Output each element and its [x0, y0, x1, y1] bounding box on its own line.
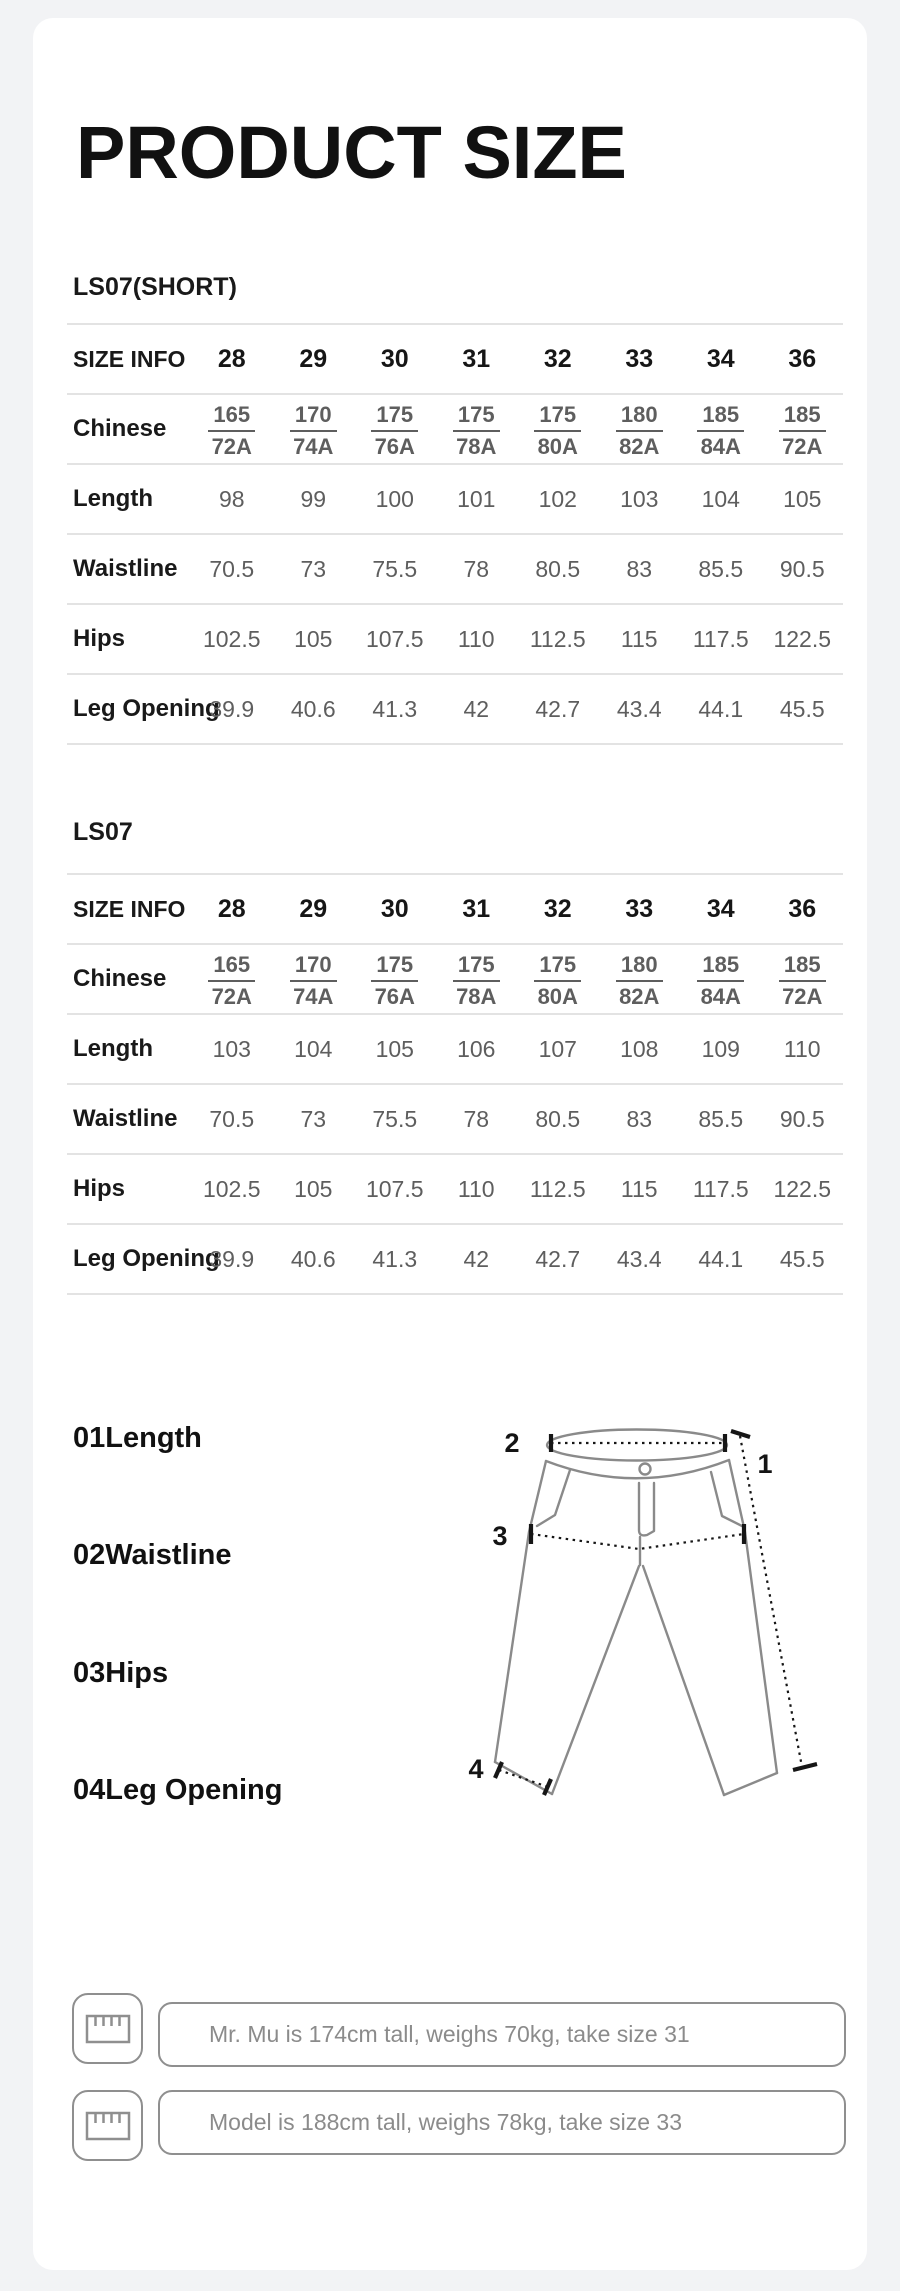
fraction-denominator: 78A [456, 983, 497, 1009]
table-cell [680, 951, 762, 1008]
fraction-denominator: 74A [293, 983, 334, 1009]
table-cell: 103 [212, 1035, 251, 1062]
legend-item-length: 01Length [73, 1422, 202, 1454]
table-cell: 90.5 [779, 555, 825, 582]
fraction-value [371, 401, 418, 459]
table-cell: 104 [701, 485, 740, 512]
size-column-header: 29 [299, 344, 328, 373]
table-row [67, 1153, 843, 1223]
fraction-numerator: 185 [779, 954, 826, 982]
size-column-header: 32 [543, 344, 572, 373]
table-cell: 73 [300, 1105, 327, 1132]
fraction-numerator: 175 [371, 954, 418, 982]
row-label: Length [73, 1035, 153, 1062]
row-label: Waistline [73, 1105, 178, 1132]
size-column-header: 34 [706, 894, 735, 923]
fraction-value [697, 951, 744, 1009]
table-cell: 44.1 [698, 1245, 744, 1272]
table-cell: 80.5 [535, 1105, 581, 1132]
table-cell: 102.5 [202, 1175, 261, 1202]
table-cell: 43.4 [616, 1245, 662, 1272]
fraction-numerator: 175 [453, 954, 500, 982]
marker-label-leg-opening: 4 [468, 1754, 484, 1784]
table-row [67, 1083, 843, 1153]
legend-item-hips: 03Hips [73, 1657, 169, 1689]
size-info-label: SIZE INFO [73, 345, 186, 372]
table-cell: 80.5 [535, 555, 581, 582]
table-cell: 90.5 [779, 1105, 825, 1132]
table-cell: 45.5 [779, 695, 825, 722]
table-cell: 100 [375, 485, 414, 512]
fraction-numerator: 170 [290, 404, 337, 432]
table-cell: 41.3 [372, 1245, 418, 1272]
fraction-value [208, 401, 255, 459]
table-cell: 101 [457, 485, 496, 512]
product-size-card [33, 18, 867, 2270]
row-label: Leg Opening [73, 695, 220, 722]
table-heading-ls07-short: LS07(SHORT) [73, 273, 237, 301]
fraction-denominator: 72A [782, 983, 823, 1009]
fraction-value [697, 401, 744, 459]
fraction-value [779, 401, 826, 459]
table-cell: 83 [626, 1105, 653, 1132]
table-cell: 105 [783, 485, 822, 512]
table-cell: 42.7 [535, 695, 581, 722]
fraction-numerator: 170 [290, 954, 337, 982]
fraction-numerator: 165 [208, 954, 255, 982]
size-column-header: 33 [625, 894, 654, 923]
size-column-header: 34 [706, 344, 735, 373]
table-row [67, 1013, 843, 1083]
fraction-denominator: 82A [619, 433, 660, 459]
table-cell: 102.5 [202, 625, 261, 652]
table-cell: 85.5 [698, 555, 744, 582]
size-column-header: 33 [625, 344, 654, 373]
table-cell: 105 [294, 625, 333, 652]
fraction-value [453, 951, 500, 1009]
fraction-numerator: 180 [616, 404, 663, 432]
size-table-ls07-short [67, 323, 843, 745]
table-row [67, 533, 843, 603]
table-cell: 75.5 [372, 1105, 418, 1132]
table-cell [762, 401, 844, 458]
fraction-numerator: 185 [697, 954, 744, 982]
fraction-denominator: 72A [211, 983, 252, 1009]
table-cell: 117.5 [692, 1175, 749, 1202]
table-cell: 112.5 [529, 625, 586, 652]
fraction-denominator: 76A [374, 983, 415, 1009]
table-row [67, 393, 843, 463]
table-cell: 45.5 [779, 1245, 825, 1272]
table-cell: 99 [300, 485, 327, 512]
fraction-value [534, 951, 581, 1009]
fraction-denominator: 74A [293, 433, 334, 459]
fraction-denominator: 84A [700, 433, 741, 459]
fraction-numerator: 185 [779, 404, 826, 432]
table-row [67, 603, 843, 673]
fraction-denominator: 76A [374, 433, 415, 459]
size-column-header: 28 [217, 344, 246, 373]
table-cell: 104 [294, 1035, 333, 1062]
table-cell: 112.5 [529, 1175, 586, 1202]
table-row [67, 673, 843, 745]
fit-note-model [158, 2090, 846, 2155]
ruler-icon [72, 2090, 143, 2161]
fraction-denominator: 82A [619, 983, 660, 1009]
table-cell: 105 [375, 1035, 414, 1062]
table-cell: 40.6 [290, 695, 336, 722]
table-cell: 70.5 [209, 555, 255, 582]
fraction-value [534, 401, 581, 459]
table-cell: 78 [463, 1105, 490, 1132]
fit-note-text: Model is 188cm tall, weighs 78kg, take size 33 [209, 2109, 683, 2135]
fraction-value [616, 401, 663, 459]
fraction-denominator: 72A [782, 433, 823, 459]
table-cell [517, 401, 599, 458]
table-cell: 98 [218, 485, 245, 512]
size-column-header: 36 [788, 344, 817, 373]
fraction-numerator: 180 [616, 954, 663, 982]
fraction-value [453, 401, 500, 459]
table-cell: 107 [538, 1035, 577, 1062]
table-cell: 44.1 [698, 695, 744, 722]
table-cell: 115 [620, 625, 658, 652]
fraction-numerator: 175 [534, 404, 581, 432]
row-label: Length [73, 485, 153, 512]
table-cell [599, 401, 681, 458]
table-cell: 39.9 [209, 1245, 255, 1272]
size-column-header: 29 [299, 894, 328, 923]
fraction-value [290, 401, 337, 459]
table-cell [599, 951, 681, 1008]
table-cell [680, 401, 762, 458]
table-heading-ls07: LS07 [73, 818, 133, 846]
table-cell: 85.5 [698, 1105, 744, 1132]
fraction-numerator: 165 [208, 404, 255, 432]
table-cell: 83 [626, 555, 653, 582]
table-cell: 42.7 [535, 1245, 581, 1272]
table-header-row [67, 323, 843, 393]
row-label: Chinese [73, 965, 167, 992]
table-cell: 117.5 [692, 625, 749, 652]
fraction-denominator: 80A [537, 433, 578, 459]
fraction-denominator: 72A [211, 433, 252, 459]
size-column-header: 30 [380, 344, 409, 373]
table-row [67, 1223, 843, 1295]
size-column-header: 36 [788, 894, 817, 923]
row-label: Leg Opening [73, 1245, 220, 1272]
table-cell [273, 401, 355, 458]
fraction-value [616, 951, 663, 1009]
table-cell: 42 [463, 695, 490, 722]
fraction-value [208, 951, 255, 1009]
table-cell: 40.6 [290, 1245, 336, 1272]
table-cell: 122.5 [773, 1175, 832, 1202]
table-cell: 41.3 [372, 695, 418, 722]
page-title: PRODUCT SIZE [76, 111, 627, 194]
table-cell: 107.5 [365, 625, 424, 652]
table-cell [517, 951, 599, 1008]
table-cell: 110 [783, 1035, 821, 1062]
table-cell: 106 [457, 1035, 496, 1062]
fraction-denominator: 80A [537, 983, 578, 1009]
table-cell: 110 [457, 625, 495, 652]
table-cell [191, 951, 273, 1008]
table-cell [354, 401, 436, 458]
fraction-numerator: 175 [453, 404, 500, 432]
table-cell: 42 [463, 1245, 490, 1272]
table-cell [191, 401, 273, 458]
table-cell: 43.4 [616, 695, 662, 722]
legend-item-leg-opening: 04Leg Opening [73, 1774, 283, 1806]
size-column-header: 32 [543, 894, 572, 923]
table-cell: 70.5 [209, 1105, 255, 1132]
table-header-row [67, 873, 843, 943]
table-cell: 122.5 [773, 625, 832, 652]
fit-note-mr-mu [158, 2002, 846, 2067]
ruler-icon [72, 1993, 143, 2064]
row-label: Waistline [73, 555, 178, 582]
size-column-header: 30 [380, 894, 409, 923]
table-cell [354, 951, 436, 1008]
fraction-value [290, 951, 337, 1009]
table-cell: 108 [620, 1035, 659, 1062]
legend-item-waistline: 02Waistline [73, 1539, 232, 1571]
marker-label-length: 1 [757, 1449, 773, 1479]
table-cell: 103 [620, 485, 659, 512]
row-label: Chinese [73, 415, 167, 442]
table-row [67, 463, 843, 533]
table-cell: 102 [538, 485, 577, 512]
fraction-value [371, 951, 418, 1009]
measurement-end-ticks [495, 1431, 817, 1795]
table-cell [762, 951, 844, 1008]
marker-label-waistline: 2 [504, 1428, 520, 1458]
size-column-header: 31 [462, 344, 491, 373]
size-column-header: 28 [217, 894, 246, 923]
pants-measurement-diagram [440, 1420, 840, 1820]
table-cell: 115 [620, 1175, 658, 1202]
fraction-numerator: 185 [697, 404, 744, 432]
fraction-denominator: 78A [456, 433, 497, 459]
table-cell: 110 [457, 1175, 495, 1202]
fraction-value [779, 951, 826, 1009]
marker-label-hips: 3 [492, 1521, 508, 1551]
table-cell: 73 [300, 555, 327, 582]
table-cell: 39.9 [209, 695, 255, 722]
table-cell [273, 951, 355, 1008]
table-cell: 107.5 [365, 1175, 424, 1202]
fraction-numerator: 175 [371, 404, 418, 432]
table-cell [436, 951, 518, 1008]
table-cell: 105 [294, 1175, 333, 1202]
fraction-denominator: 84A [700, 983, 741, 1009]
table-row [67, 943, 843, 1013]
size-info-label: SIZE INFO [73, 895, 186, 922]
row-label: Hips [73, 625, 126, 652]
fit-note-text: Mr. Mu is 174cm tall, weighs 70kg, take size 31 [209, 2021, 690, 2047]
size-table-ls07 [67, 873, 843, 1295]
table-cell: 109 [701, 1035, 740, 1062]
table-cell [436, 401, 518, 458]
table-cell: 78 [463, 555, 490, 582]
table-cell: 75.5 [372, 555, 418, 582]
fraction-numerator: 175 [534, 954, 581, 982]
size-column-header: 31 [462, 894, 491, 923]
row-label: Hips [73, 1175, 126, 1202]
pants-outline [495, 1430, 777, 1796]
